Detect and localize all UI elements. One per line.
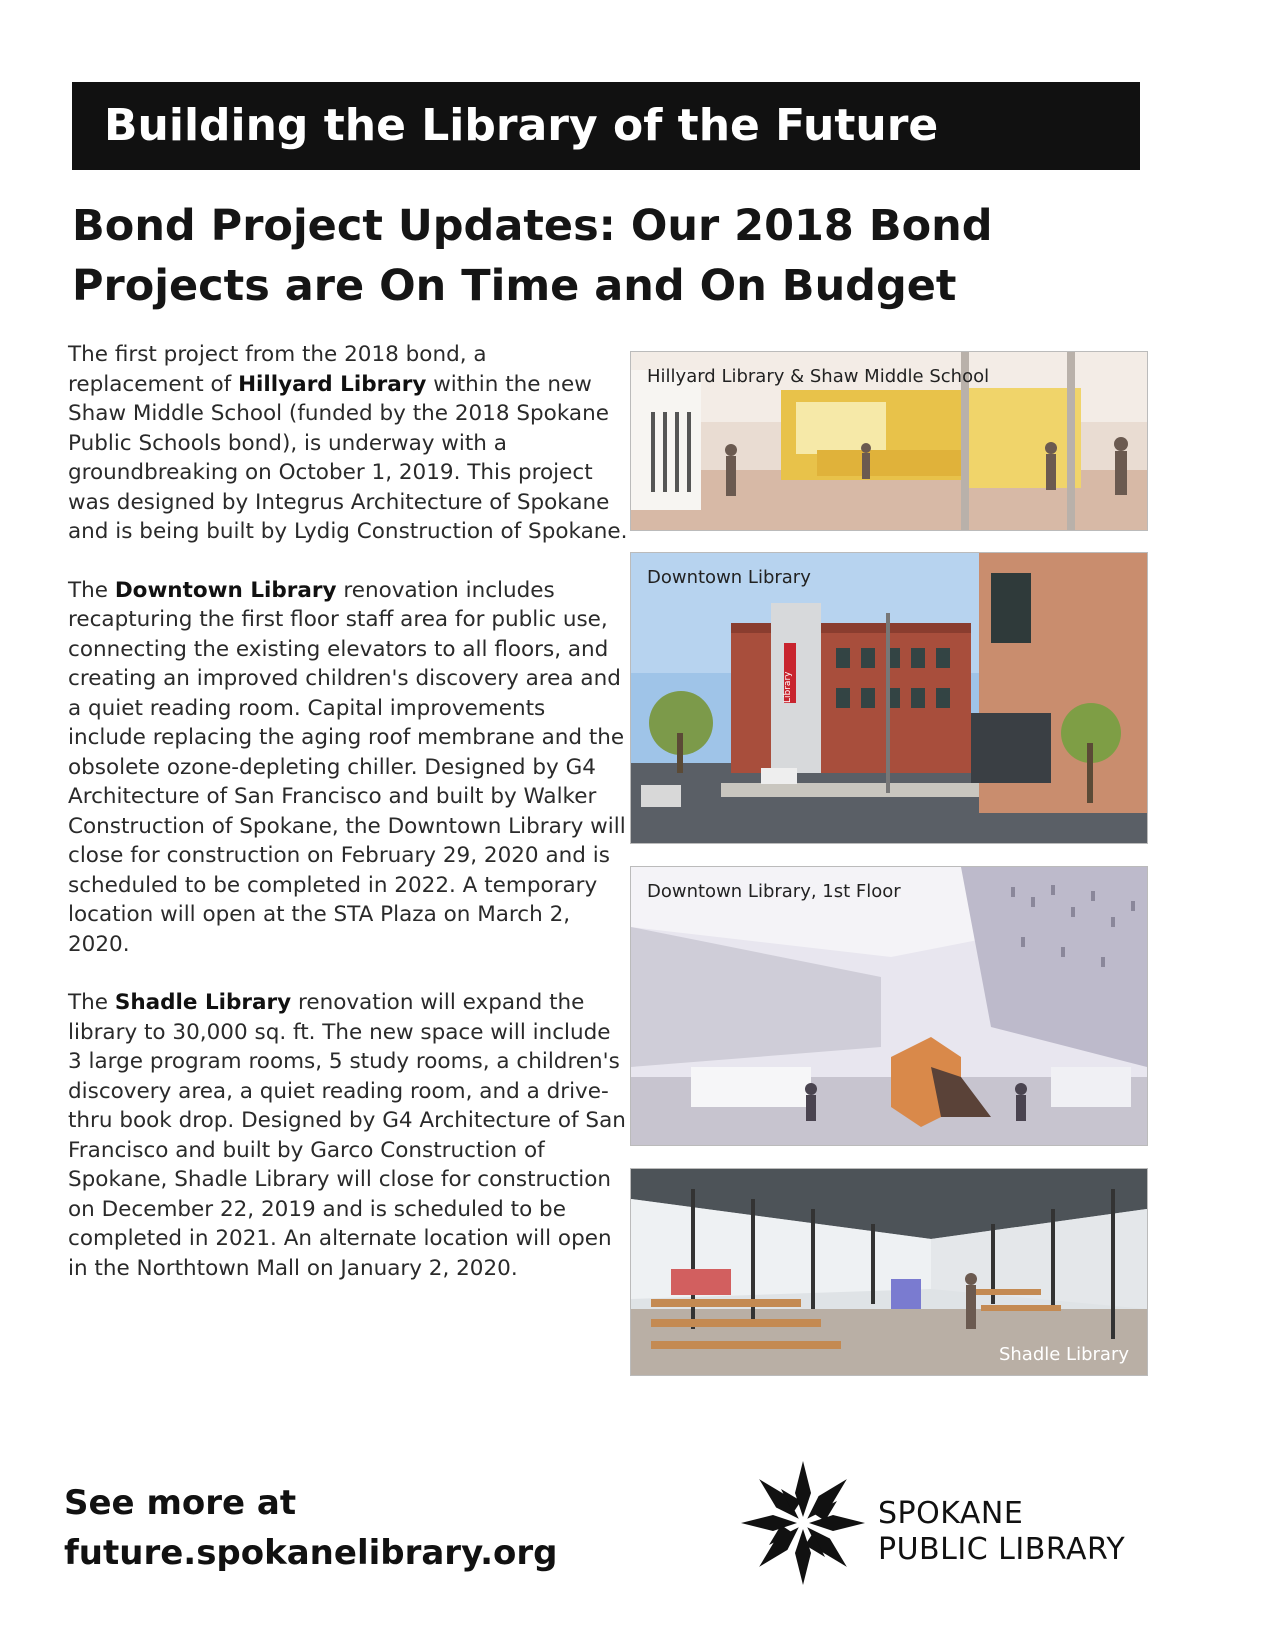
body-text — [68, 340, 628, 1312]
logo-line-1: SPOKANE — [878, 1496, 1024, 1531]
downtown-caption: Downtown Library — [647, 567, 811, 588]
see-more-url[interactable]: future.spokanelibrary.org — [64, 1533, 558, 1573]
hillyard-caption: Hillyard Library & Shaw Middle School — [647, 366, 990, 387]
headline-line-1: Bond Project Updates: Our 2018 Bond — [72, 201, 993, 251]
paragraph-shadle-lead: The — [68, 990, 115, 1015]
downtown-illustration — [631, 553, 1147, 843]
paragraph-downtown-rest: renovation includes recapturing the first floor staff area for public use, connecting the existing elevators to all floors, and creating an improved children's discovery area and a quiet reading room. Capital improvements include replacing the aging roof membrane and the obsolete ozone-depleting chiller. Designed by G4 Architecture of San Francisco and built by Walker Construction of Spokane, the Downtown Library will close for construction on February 29, 2020 and is scheduled to be completed in 2022. A temporary location will open at the STA Plaza on March 2, 2020. — [68, 577, 626, 957]
spokane-public-library-logo — [738, 1458, 1178, 1598]
banner-title: Building the Library of the Future — [72, 82, 1140, 170]
headline-line-2: Projects are On Time and On Budget — [72, 261, 957, 311]
logo-line-2: PUBLIC LIBRARY — [878, 1532, 1126, 1567]
shadle-photo — [630, 1168, 1148, 1376]
downtown-library-name: Downtown Library — [114, 577, 337, 603]
paragraph-hillyard — [68, 340, 628, 547]
library-star-logo-icon — [738, 1458, 868, 1588]
first-floor-caption: Downtown Library, 1st Floor — [647, 881, 901, 902]
library-sign-text: Library — [783, 671, 793, 703]
paragraph-hillyard-rest: within the new Shaw Middle School (funded by the 2018 Spokane Public Schools bond), is underway with a groundbreaking on October 1, 2019. This project was designed by Integrus Architecture of Spokane and is being built by Lydig Construction of Spokane. — [68, 371, 628, 544]
paragraph-shadle — [68, 988, 628, 1283]
headline — [72, 196, 1072, 316]
downtown-photo — [630, 552, 1148, 844]
see-more — [64, 1478, 664, 1578]
paragraph-shadle-rest: renovation will expand the library to 30,000 sq. ft. The new space will include 3 large program rooms, 5 study rooms, a children's discovery area, a quiet reading room, and a drive-thru book drop. Designed by G4 Architecture of San Francisco and built by Garco Construction of Spokane, Shadle Library will close for construction on December 22, 2019 and is scheduled to be completed in 2021. An alternate location will open in the Northtown Mall on January 2, 2020. — [68, 990, 626, 1281]
logo-text — [878, 1496, 1125, 1568]
hillyard-library-name: Hillyard Library — [238, 371, 427, 397]
hillyard-photo — [630, 351, 1148, 531]
paragraph-downtown — [68, 576, 628, 960]
paragraph-hillyard-lead: The first project from the 2018 bond, a replacement of — [68, 342, 487, 397]
see-more-label: See more at — [64, 1483, 297, 1523]
first-floor-photo — [630, 866, 1148, 1146]
shadle-library-name: Shadle Library — [114, 990, 292, 1015]
first-floor-illustration — [631, 867, 1147, 1145]
paragraph-downtown-lead: The — [68, 577, 115, 603]
shadle-caption: Shadle Library — [998, 1344, 1129, 1365]
